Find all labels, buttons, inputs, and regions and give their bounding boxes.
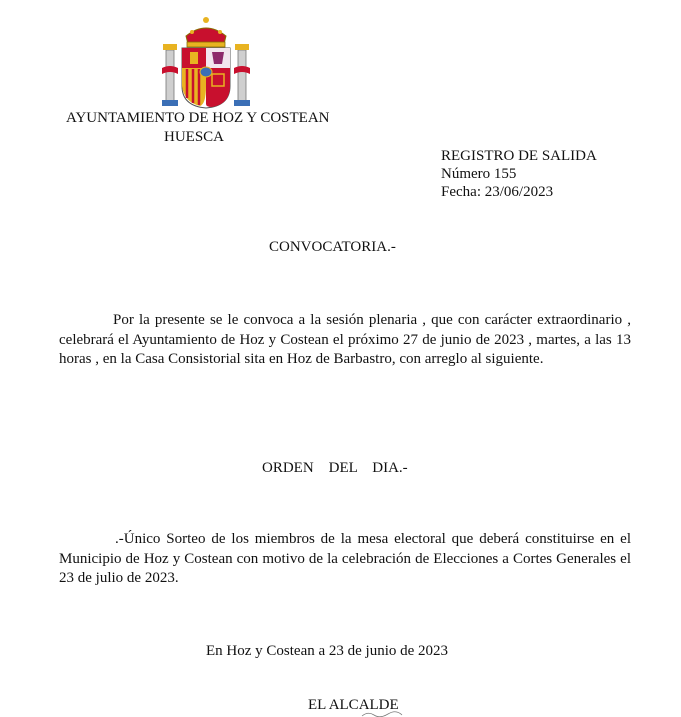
- coat-of-arms-of-spain-icon: [160, 14, 252, 110]
- document-heading: CONVOCATORIA.-: [269, 239, 396, 255]
- registry-date: Fecha: 23/06/2023: [441, 184, 554, 200]
- place-and-date: En Hoz y Costean a 23 de junio de 2023: [206, 643, 449, 659]
- registry-number: Número 155: [441, 166, 517, 182]
- signature-mark-icon: [358, 710, 418, 717]
- province-name: HUESCA: [164, 129, 225, 145]
- signatory-title: EL ALCALDE: [308, 697, 399, 713]
- registry-title: REGISTRO DE SALIDA: [441, 148, 597, 164]
- intro-paragraph: Por la presente se le convoca a la sesión plenaria , que con carácter extraordinario , celebrará el Ayuntamiento de Hoz y Costean el próximo 27 de junio de 2023 , martes, a las 13 horas , en la Casa Consistorial sita en Hoz de Barbastro, con arreglo al siguiente.: [59, 312, 631, 367]
- agenda-heading: ORDEN DEL DIA.-: [262, 460, 408, 476]
- municipality-name: AYUNTAMIENTO DE HOZ Y COSTEAN: [66, 110, 330, 126]
- agenda-item: .-Único Sorteo de los miembros de la mesa electoral que deberá constituirse en el Municipio de Hoz y Costean con motivo de la celebración de Elecciones a Cortes Generales el 23 de julio de 2023.: [59, 531, 631, 586]
